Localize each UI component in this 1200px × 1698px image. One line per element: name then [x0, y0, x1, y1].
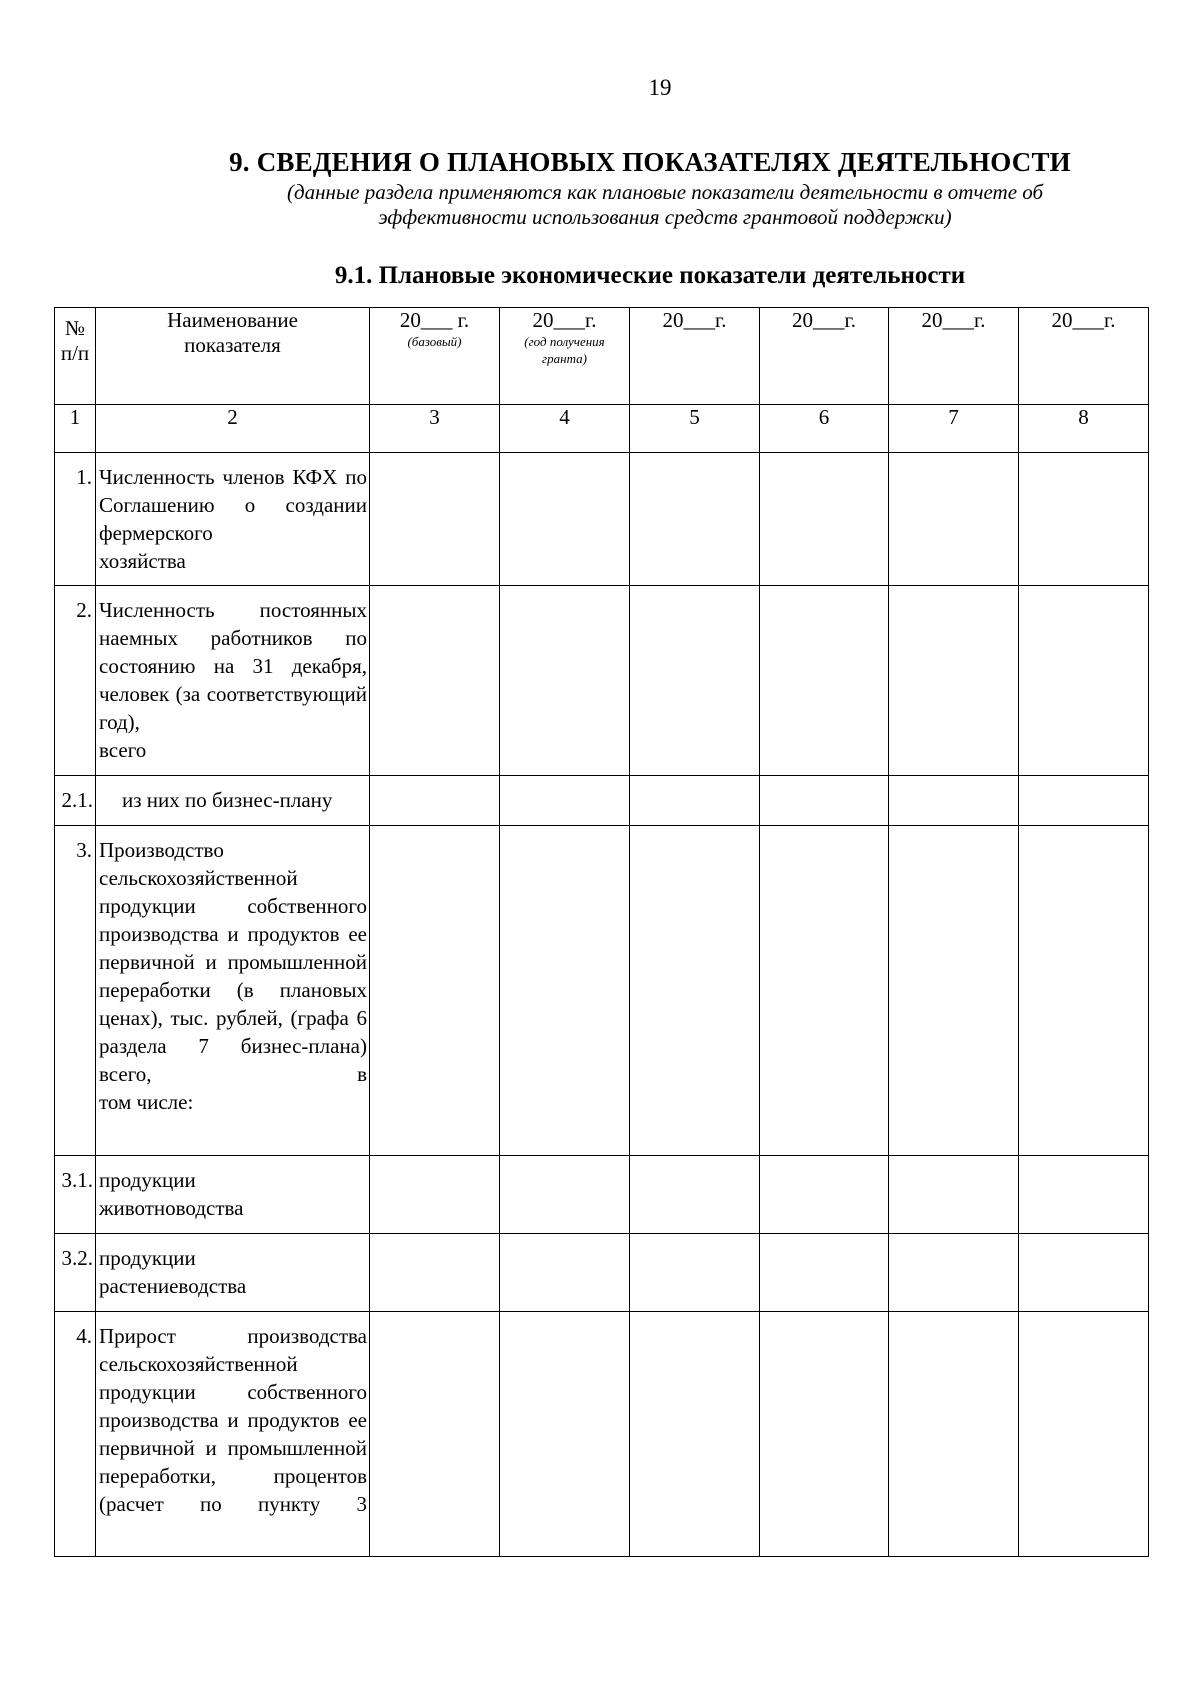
- value-cell[interactable]: [370, 586, 500, 776]
- value-cell[interactable]: [500, 826, 630, 1156]
- value-cell[interactable]: [1019, 453, 1149, 586]
- value-cell[interactable]: [1019, 776, 1149, 826]
- value-cell[interactable]: [760, 453, 889, 586]
- header-number: [55, 308, 96, 405]
- value-cell[interactable]: [1019, 1156, 1149, 1234]
- row-name-text: продукции: [99, 1168, 196, 1192]
- row-number: 3.1.: [55, 1156, 96, 1234]
- row-name-text: всего: [99, 738, 147, 762]
- row-name-text: хозяйства: [99, 549, 186, 573]
- section-note: [200, 180, 1130, 230]
- value-cell[interactable]: [889, 826, 1019, 1156]
- column-number: 5: [630, 405, 760, 453]
- value-cell[interactable]: [370, 1156, 500, 1234]
- value-cell[interactable]: [500, 1156, 630, 1234]
- header-number-symbol: №: [64, 316, 86, 340]
- value-cell[interactable]: [889, 453, 1019, 586]
- row-indicator-name: [96, 1156, 370, 1234]
- row-name-text: Производство: [99, 838, 224, 862]
- header-year-label: 20___ г.: [399, 308, 470, 332]
- row-number: 4.: [55, 1312, 96, 1557]
- section-note-line: (данные раздела применяются как плановые показатели деятельности в отчете об: [286, 180, 1044, 204]
- value-cell[interactable]: [760, 1234, 889, 1312]
- row-name-text: продукции собственного производства и продуктов ее первичной и промышленной переработки, процентов (расчет по пункту 3: [99, 1380, 367, 1516]
- column-number: 7: [889, 405, 1019, 453]
- column-number-row: [55, 405, 1149, 453]
- row-name-text: том числе:: [99, 1090, 194, 1114]
- value-cell[interactable]: [370, 776, 500, 826]
- value-cell[interactable]: [630, 1156, 760, 1234]
- column-number: 2: [96, 405, 370, 453]
- row-name-text: животноводства: [99, 1196, 244, 1220]
- value-cell[interactable]: [500, 1312, 630, 1557]
- section-title: 9. СВЕДЕНИЯ О ПЛАНОВЫХ ПОКАЗАТЕЛЯХ ДЕЯТЕЛЬНОСТИ: [229, 147, 1071, 177]
- header-year-label: 20___г.: [532, 308, 597, 332]
- row-number: 3.2.: [55, 1234, 96, 1312]
- header-year-6: 20___г.: [760, 308, 889, 405]
- value-cell[interactable]: [370, 1312, 500, 1557]
- row-indicator-name: из них по бизнес-плану: [96, 776, 370, 826]
- row-indicator-name: [96, 826, 370, 1156]
- section-note-line: эффективности использования средств грантовой поддержки): [378, 205, 952, 229]
- header-year-base: [370, 308, 500, 405]
- column-number: 6: [760, 405, 889, 453]
- value-cell[interactable]: [889, 1312, 1019, 1557]
- column-number: 8: [1019, 405, 1149, 453]
- row-number: 3.: [55, 826, 96, 1156]
- table-row: [55, 453, 1149, 586]
- value-cell[interactable]: [1019, 1234, 1149, 1312]
- value-cell[interactable]: [500, 1234, 630, 1312]
- column-number: 3: [370, 405, 500, 453]
- value-cell[interactable]: [760, 1156, 889, 1234]
- row-name-text: Численность членов КФХ по Соглашению о создании фермерского: [99, 465, 367, 545]
- table-row: [55, 1156, 1149, 1234]
- header-number-abbr: п/п: [60, 341, 90, 365]
- row-number: 1.: [55, 453, 96, 586]
- value-cell[interactable]: [500, 586, 630, 776]
- value-cell[interactable]: [370, 453, 500, 586]
- header-year-8: 20___г.: [1019, 308, 1149, 405]
- value-cell[interactable]: [889, 586, 1019, 776]
- header-indicator-name: [96, 308, 370, 405]
- value-cell[interactable]: [889, 776, 1019, 826]
- value-cell[interactable]: [1019, 1312, 1149, 1557]
- table-row: [55, 586, 1149, 776]
- header-name-line: Наименование: [167, 308, 298, 332]
- value-cell[interactable]: [889, 1234, 1019, 1312]
- value-cell[interactable]: [1019, 586, 1149, 776]
- row-name-text: растениеводства: [99, 1274, 247, 1298]
- value-cell[interactable]: [370, 1234, 500, 1312]
- header-year-note: гранта): [542, 351, 587, 366]
- table-row: [55, 1312, 1149, 1557]
- value-cell[interactable]: [630, 1234, 760, 1312]
- value-cell[interactable]: [630, 453, 760, 586]
- row-indicator-name: [96, 1312, 370, 1557]
- header-year-grant: [500, 308, 630, 405]
- subsection-title: 9.1. Плановые экономические показатели деятельности: [334, 262, 966, 289]
- row-name-text: продукции: [99, 1246, 196, 1270]
- value-cell[interactable]: [500, 453, 630, 586]
- row-name-text: продукции собственного производства и продуктов ее первичной и промышленной переработки (в плановых ценах), тыс. рублей, (графа 6 раздела 7 бизнес-плана) всего, в: [99, 894, 367, 1086]
- row-number: 2.1.: [55, 776, 96, 826]
- row-indicator-name: [96, 1234, 370, 1312]
- header-name-line: показателя: [184, 333, 281, 357]
- table-row: [55, 776, 1149, 826]
- header-year-note: (базовый): [407, 334, 462, 349]
- row-number: 2.: [55, 586, 96, 776]
- page-number: 19: [648, 75, 672, 100]
- table-header-row: [55, 308, 1149, 405]
- row-indicator-name: [96, 453, 370, 586]
- value-cell[interactable]: [630, 586, 760, 776]
- table-row: [55, 1234, 1149, 1312]
- value-cell[interactable]: [630, 826, 760, 1156]
- value-cell[interactable]: [760, 1312, 889, 1557]
- value-cell[interactable]: [500, 776, 630, 826]
- column-number: 1: [55, 405, 96, 453]
- value-cell[interactable]: [889, 1156, 1019, 1234]
- value-cell[interactable]: [1019, 826, 1149, 1156]
- row-name-text: сельскохозяйственной: [99, 1352, 298, 1376]
- row-name-text: сельскохозяйственной: [99, 866, 298, 890]
- row-name-text: Прирост производства: [99, 1324, 367, 1348]
- table-row: [55, 826, 1149, 1156]
- value-cell[interactable]: [760, 776, 889, 826]
- value-cell[interactable]: [760, 826, 889, 1156]
- value-cell[interactable]: [370, 826, 500, 1156]
- value-cell[interactable]: [630, 776, 760, 826]
- header-year-5: 20___г.: [630, 308, 760, 405]
- column-number: 4: [500, 405, 630, 453]
- row-indicator-name: [96, 586, 370, 776]
- planned-indicators-table: [54, 307, 1149, 1557]
- header-year-note: (год получения: [524, 334, 605, 349]
- value-cell[interactable]: [760, 586, 889, 776]
- value-cell[interactable]: [630, 1312, 760, 1557]
- header-year-7: 20___г.: [889, 308, 1019, 405]
- row-name-text: Численность постоянных наемных работников по состоянию на 31 декабря, человек (за соответствующий год),: [99, 598, 367, 734]
